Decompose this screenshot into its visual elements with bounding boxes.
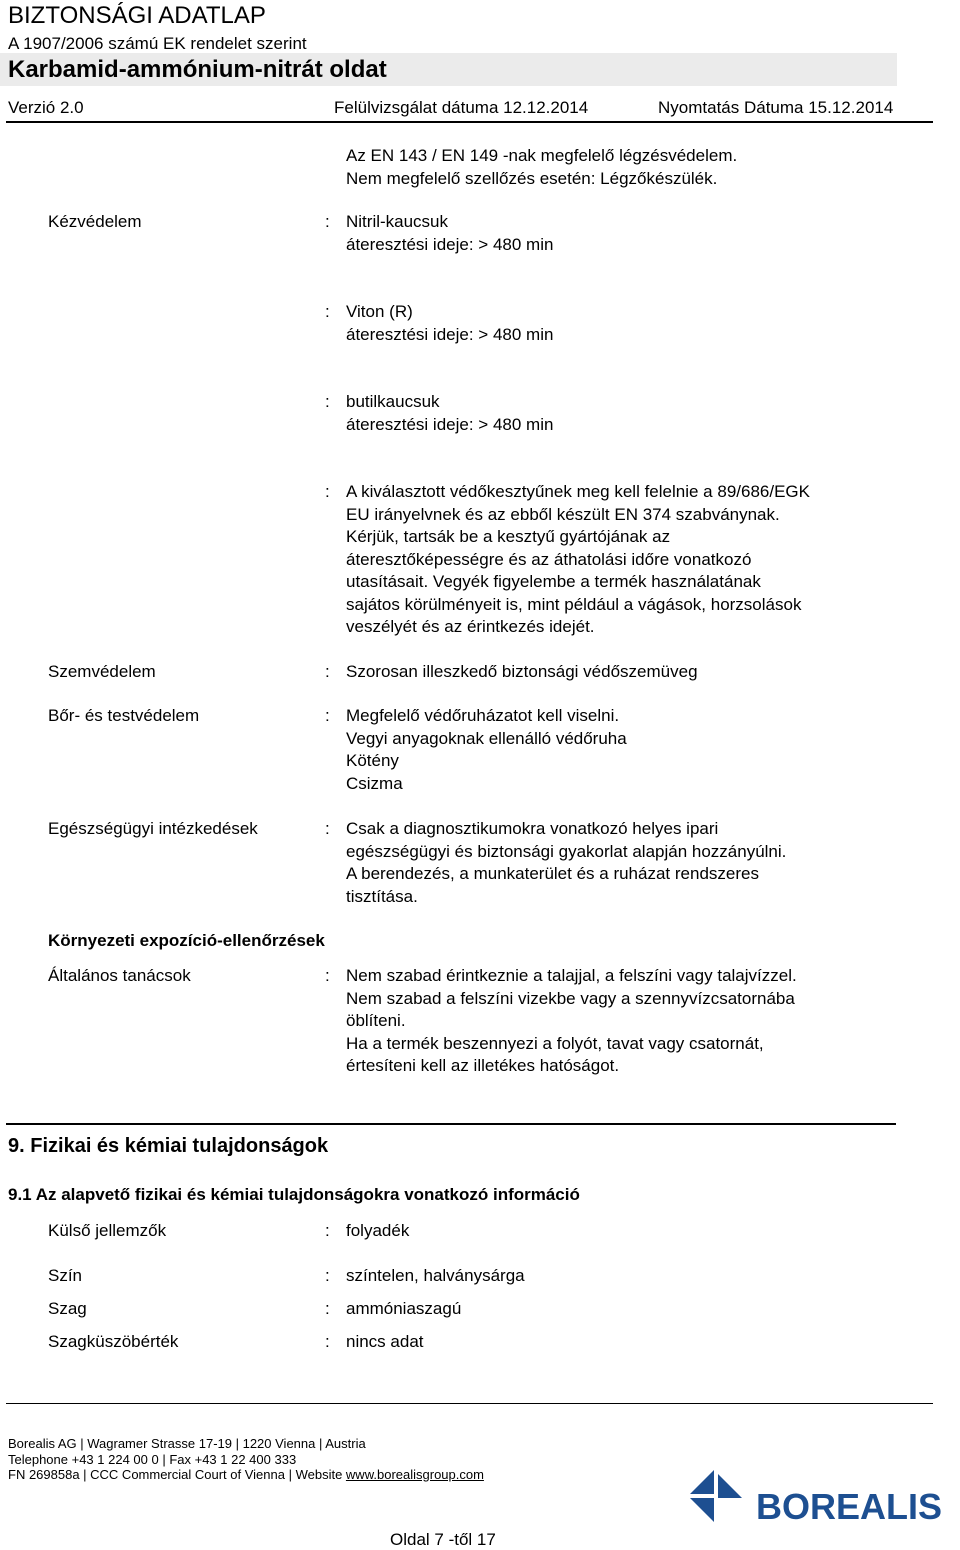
colon: : — [325, 482, 330, 501]
borealis-logo — [690, 1470, 955, 1530]
glove-butyl: butilkaucsuk áteresztési ideje: > 480 min — [346, 392, 554, 434]
version: Verzió 2.0 — [8, 98, 84, 117]
colon: : — [325, 1266, 330, 1285]
section-9-1-subtitle: 9.1 Az alapvető fizikai és kémiai tulajdonságokra vonatkozó információ — [8, 1185, 580, 1204]
colon: : — [325, 966, 330, 985]
footer-registry: FN 269858a | CCC Commercial Court of Vienna | Website www.borealisgroup.com — [8, 1467, 484, 1482]
page-number: Oldal 7 -től 17 — [390, 1530, 496, 1549]
property-label: Külső jellemzők — [48, 1221, 167, 1240]
regulation-subtitle: A 1907/2006 számú EK rendelet szerint — [8, 34, 307, 53]
glove-note: A kiválasztott védőkesztyűnek meg kell felelnie a 89/686/EGK EU irányelvnek és az ebből készült EN 374 szabványnak. Kérjük, tartsák be a kesztyű gyártójának az áteresztőképességre és az áthatolási időre vonatkozó utasításait. Vegyék figyelembe a termék használatának sajátos körülményeit is, mint például a vágások, horzsolások veszélyét és az érintkezés idejét. — [346, 482, 810, 636]
respiratory-text: Az EN 143 / EN 149 -nak megfelelő légzésvédelem. Nem megfelelő szellőzés esetén: Légzőkészülék. — [346, 146, 738, 188]
property-value: színtelen, halványsárga — [346, 1266, 525, 1285]
footer-address: Borealis AG | Wagramer Strasse 17-19 | 1220 Vienna | Austria — [8, 1436, 366, 1451]
skin-protection-value: Megfelelő védőruházatot kell viselni. Vegyi anyagoknak ellenálló védőruha Kötény Csizma — [346, 706, 627, 793]
colon: : — [325, 819, 330, 838]
revision-date: Felülvizsgálat dátuma 12.12.2014 — [334, 98, 589, 117]
colon: : — [325, 706, 330, 725]
colon: : — [325, 1221, 330, 1240]
hygiene-label: Egészségügyi intézkedések — [48, 819, 258, 838]
colon: : — [325, 302, 330, 321]
product-name: Karbamid-ammónium-nitrát oldat — [8, 56, 387, 83]
general-advice-value: Nem szabad érintkeznie a talajjal, a felszíni vagy talajvízzel. Nem szabad a felszíni vizekbe vagy a szennyvízcsatornába öblíteni. Ha a termék beszennyezi a folyót, tavat vagy csatornát, értesíteni kell az illetékes hatóságot. — [346, 966, 797, 1075]
footer-phone: Telephone +43 1 224 00 0 | Fax +43 1 22 400 333 — [8, 1452, 297, 1467]
env-exposure-heading: Környezeti expozíció-ellenőrzések — [48, 931, 325, 950]
property-value: nincs adat — [346, 1332, 424, 1351]
footer-divider — [6, 1403, 933, 1404]
property-label: Szagküszöbérték — [48, 1332, 179, 1351]
colon: : — [325, 1332, 330, 1351]
hand-protection-label: Kézvédelem — [48, 212, 142, 231]
section-9-title: 9. Fizikai és kémiai tulajdonságok — [8, 1135, 329, 1157]
borealis-logo-text: BOREALIS — [756, 1486, 943, 1527]
glove-viton: Viton (R) áteresztési ideje: > 480 min — [346, 302, 554, 344]
skin-protection-label: Bőr- és testvédelem — [48, 706, 200, 725]
property-label: Szag — [48, 1299, 87, 1318]
document-title: BIZTONSÁGI ADATLAP — [8, 2, 266, 29]
property-value: folyadék — [346, 1221, 410, 1240]
hygiene-value: Csak a diagnosztikumokra vonatkozó helyes ipari egészségügyi és biztonsági gyakorlat alapján hozzányúlni. A berendezés, a munkaterület és a ruházat rendszeres tisztítása. — [346, 819, 787, 906]
colon: : — [325, 212, 330, 231]
general-advice-label: Általános tanácsok — [48, 966, 191, 985]
borealis-logo-mark — [690, 1470, 742, 1522]
eye-protection-value: Szorosan illeszkedő biztonsági védőszemüveg — [346, 662, 698, 681]
colon: : — [325, 392, 330, 411]
property-value: ammóniaszagú — [346, 1299, 462, 1318]
colon: : — [325, 662, 330, 681]
section-divider — [6, 1123, 896, 1125]
eye-protection-label: Szemvédelem — [48, 662, 156, 681]
glove-nitrile: Nitril-kaucsuk áteresztési ideje: > 480 min — [346, 212, 554, 254]
header-divider — [6, 121, 933, 123]
colon: : — [325, 1299, 330, 1318]
property-label: Szín — [48, 1266, 83, 1285]
website-link[interactable]: www.borealisgroup.com — [345, 1467, 484, 1482]
print-date: Nyomtatás Dátuma 15.12.2014 — [658, 98, 894, 117]
